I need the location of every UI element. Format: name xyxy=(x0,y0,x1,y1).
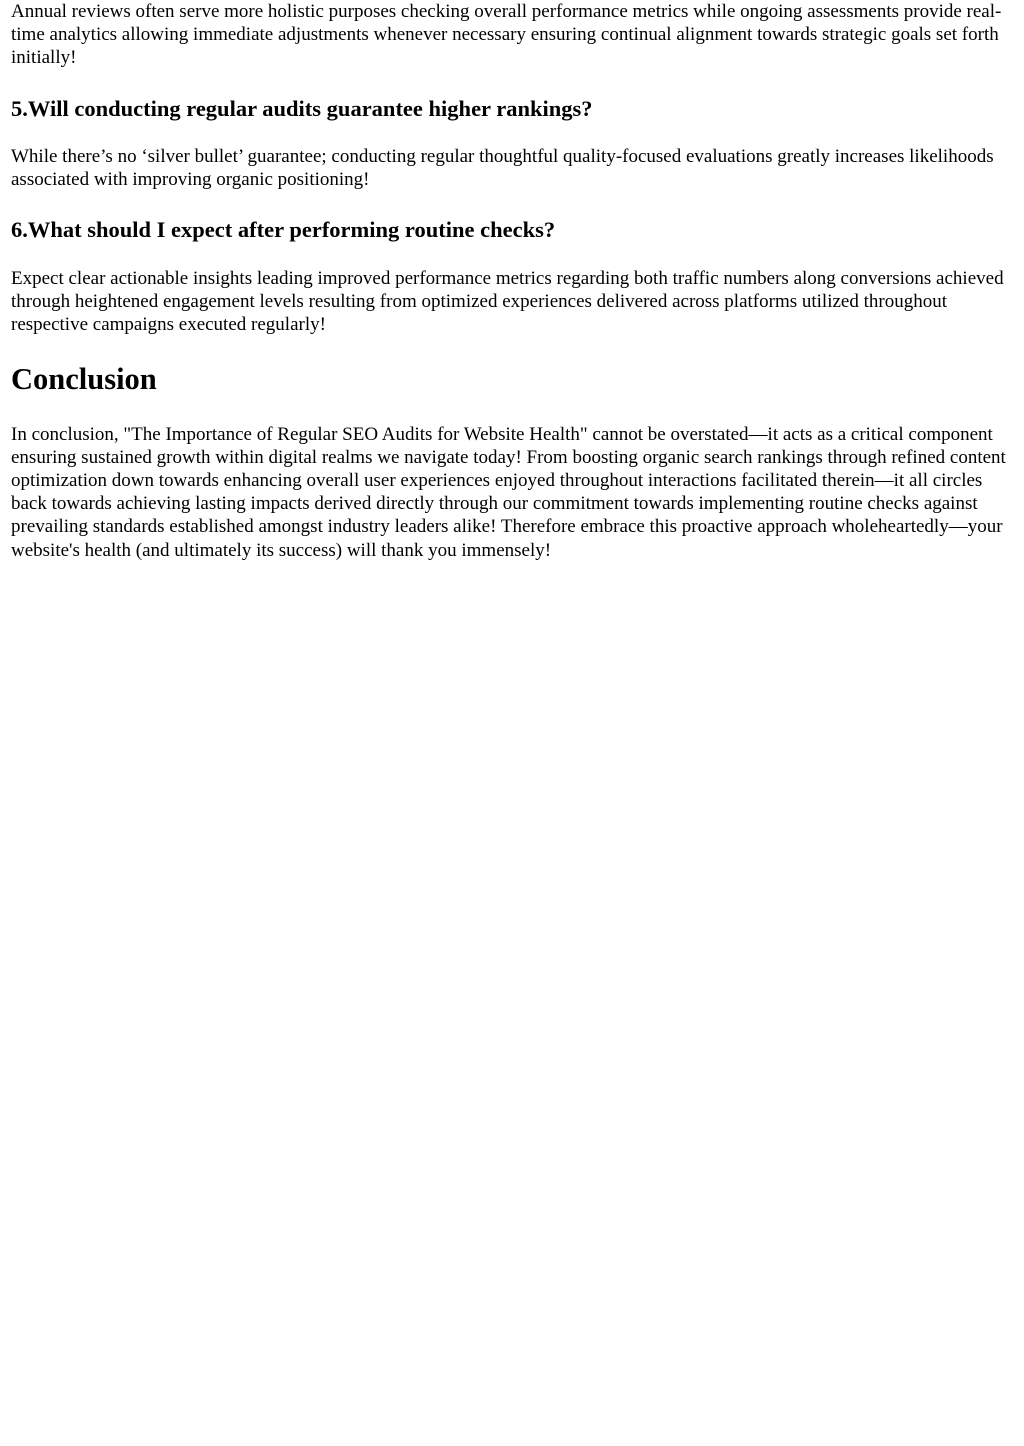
intro-paragraph: Annual reviews often serve more holistic purposes checking overall performance metrics while ongoing assessments provide real-time analytics allowing immediate adjustments whenever necessary ensuring continual alignment towards strategic goals set forth initially! xyxy=(11,1,1002,69)
faq-question-5: 5.Will conducting regular audits guarantee higher rankings? xyxy=(11,95,593,121)
conclusion-heading: Conclusion xyxy=(11,361,157,396)
article-content xyxy=(11,0,1013,562)
faq-question-6: 6.What should I expect after performing routine checks? xyxy=(11,217,556,243)
faq-answer-5: While there’s no ‘silver bullet’ guarantee; conducting regular thoughtful quality-focused evaluations greatly increases likelihoods associated with improving organic positioning! xyxy=(11,145,994,190)
conclusion-paragraph: In conclusion, "The Importance of Regular SEO Audits for Website Health" cannot be overstated—it acts as a critical component ensuring sustained growth within digital realms we navigate today! From boosting organic search rankings through refined content optimization down towards enhancing overall user experiences enjoyed throughout interactions facilitated therein—it all circles back towards achieving lasting impacts derived directly through our commitment towards implementing routine checks against prevailing standards established amongst industry leaders alike! Therefore embrace this proactive approach wholeheartedly—your website's health (and ultimately its success) will thank you immensely! xyxy=(11,423,1006,561)
faq-answer-6: Expect clear actionable insights leading improved performance metrics regarding both traffic numbers along conversions achieved through heightened engagement levels resulting from optimized experiences delivered across platforms utilized throughout respective campaigns executed regularly! xyxy=(11,268,1004,336)
